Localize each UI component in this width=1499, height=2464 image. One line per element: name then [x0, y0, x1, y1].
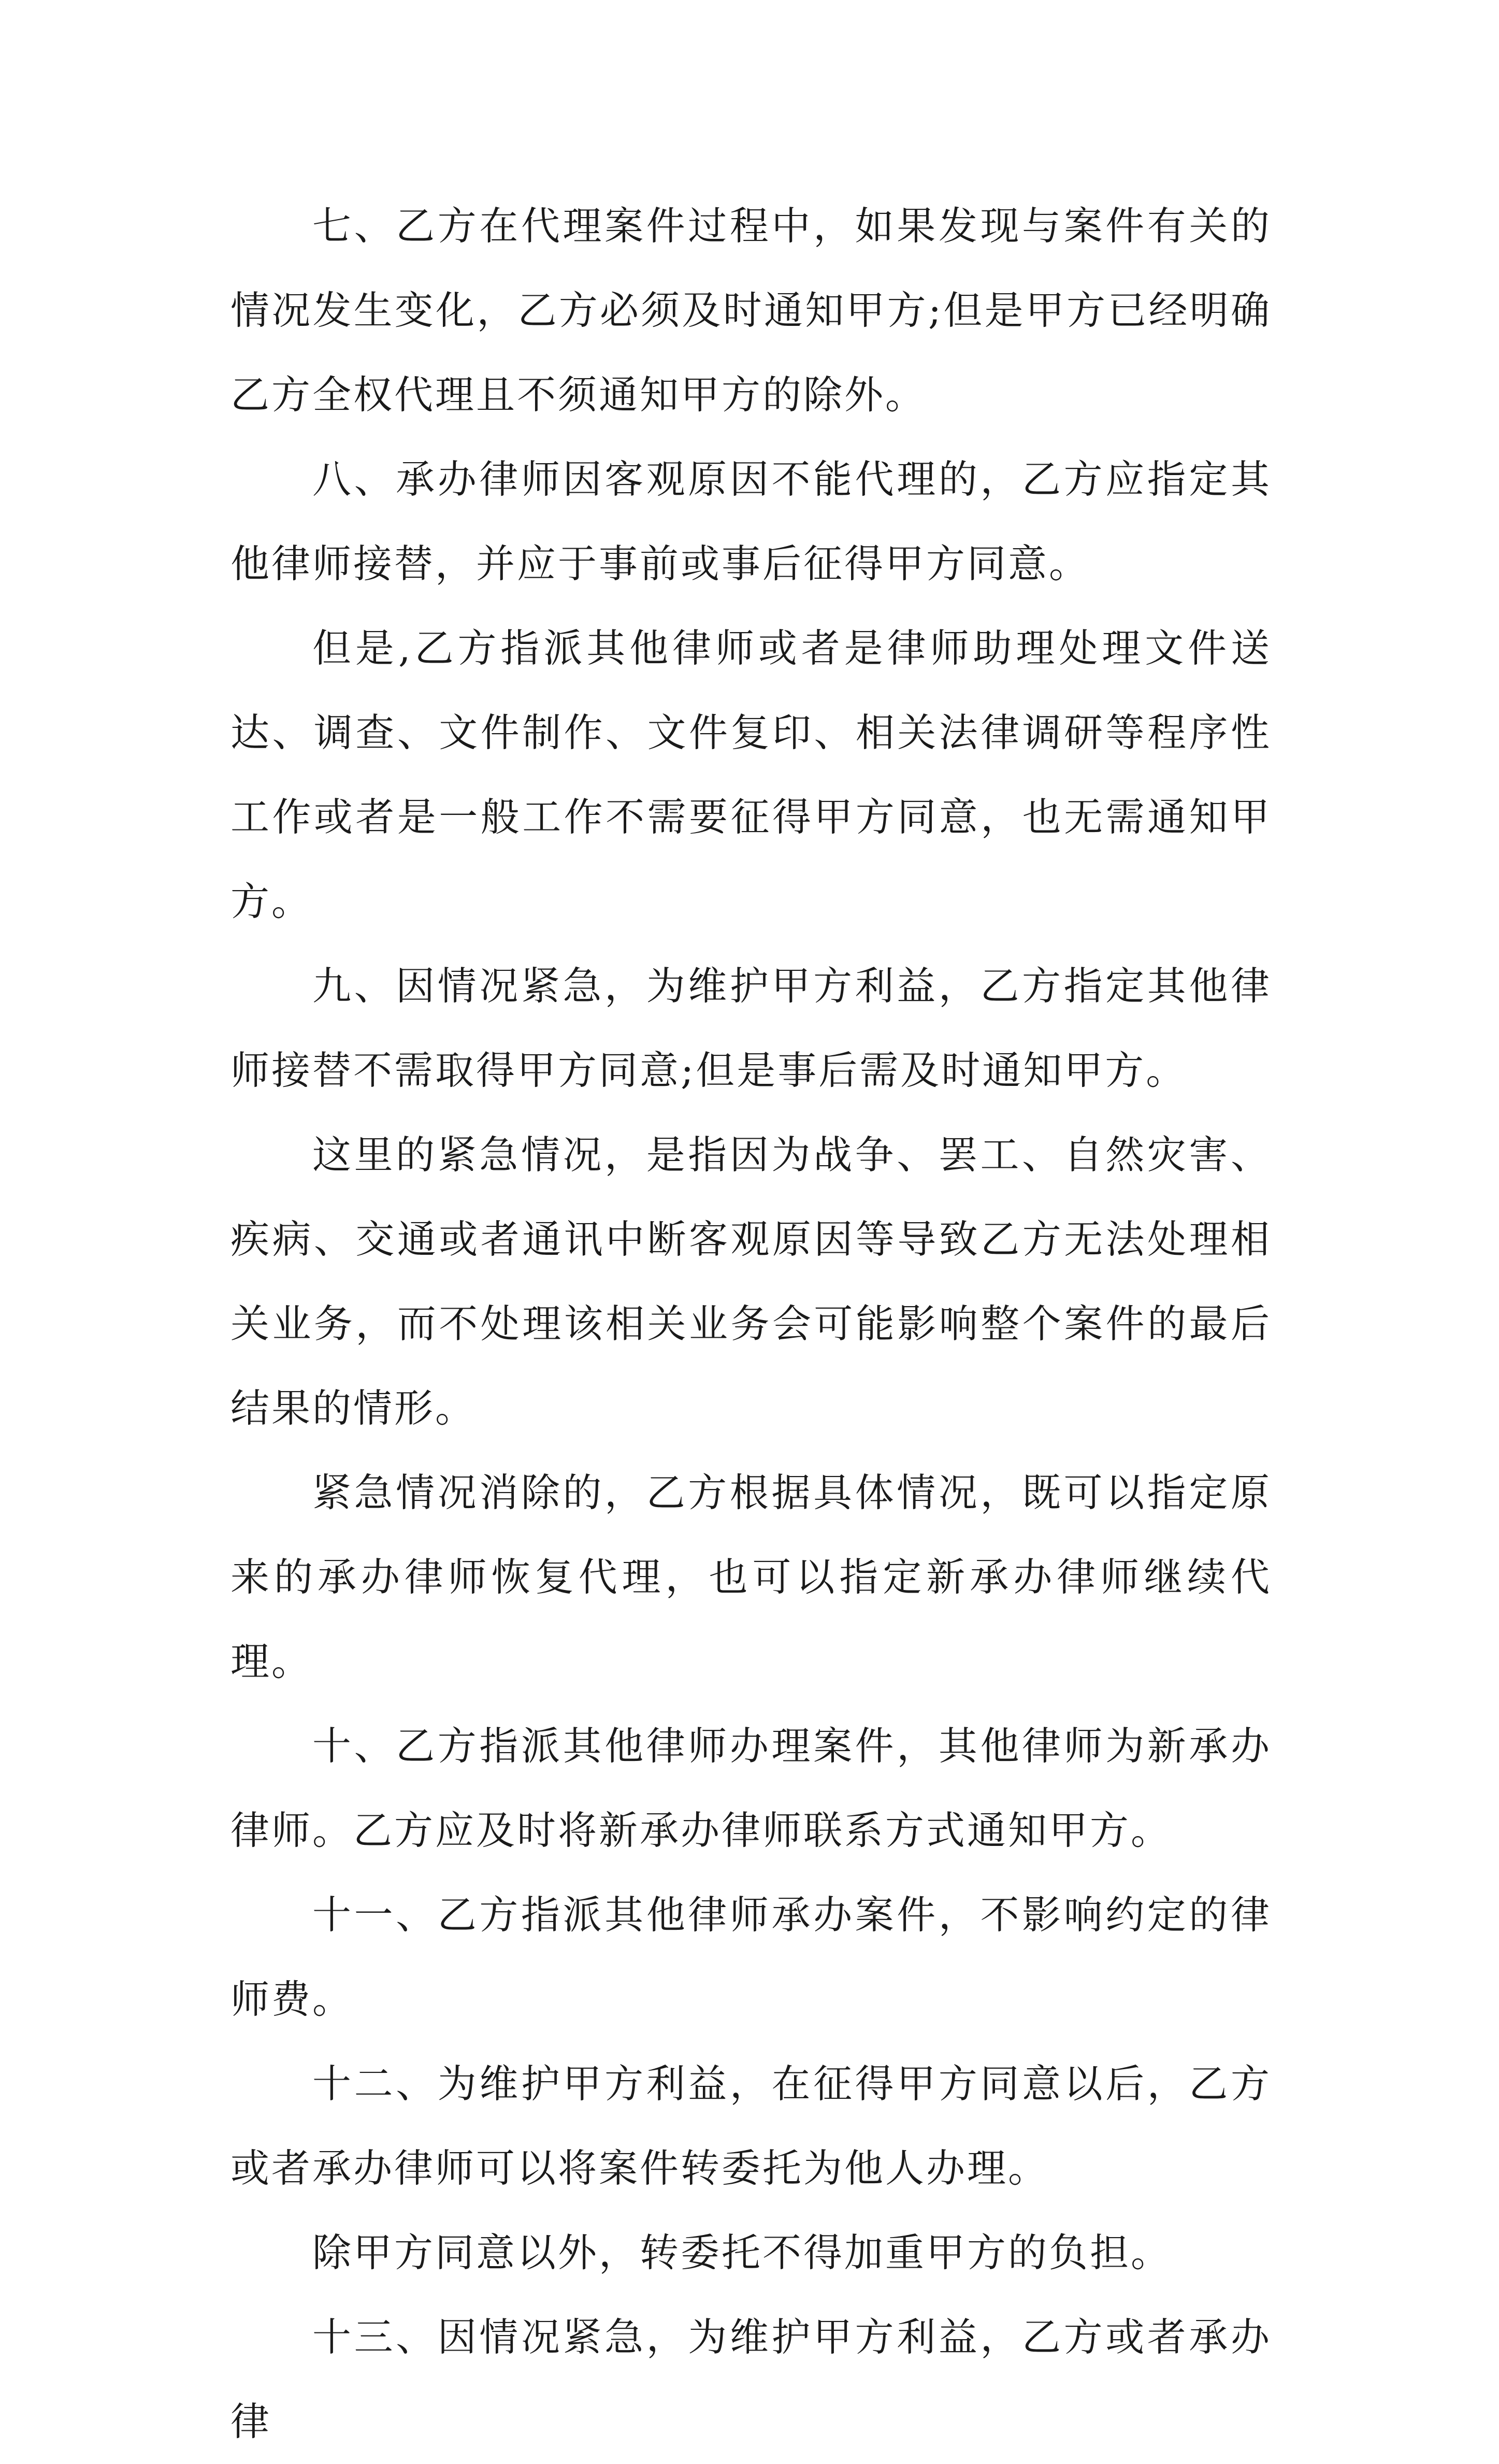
- paragraph-8: 八、承办律师因客观原因不能代理的，乙方应指定其他律师接替，并应于事前或事后征得甲方同意。: [230, 456, 1272, 586]
- paragraph-9: 九、因情况紧急，为维护甲方利益，乙方指定其他律师接替不需取得甲方同意;但是事后需及时通知甲方。: [230, 963, 1272, 1093]
- document-body: [230, 184, 1272, 2464]
- paragraph-12-burden: 除甲方同意以外，转委托不得加重甲方的负担。: [312, 2230, 1172, 2275]
- paragraph-8-exception: 但是,乙方指派其他律师或者是律师助理处理文件送达、调查、文件制作、文件复印、相关法律调研等程序性工作或者是一般工作不需要征得甲方同意，也无需通知甲方。: [230, 625, 1272, 924]
- paragraph-7: 七、乙方在代理案件过程中，如果发现与案件有关的情况发生变化，乙方必须及时通知甲方;但是甲方已经明确乙方全权代理且不须通知甲方的除外。: [230, 203, 1272, 418]
- paragraph-9-emergency-definition: 这里的紧急情况，是指因为战争、罢工、自然灾害、疾病、交通或者通讯中断客观原因等导致乙方无法处理相关业务，而不处理该相关业务会可能影响整个案件的最后结果的情形。: [230, 1132, 1272, 1431]
- paragraph-13: 十三、因情况紧急，为维护甲方利益，乙方或者承办律: [230, 2314, 1272, 2444]
- paragraph-9-emergency-ended: 紧急情况消除的，乙方根据具体情况，既可以指定原来的承办律师恢复代理，也可以指定新承办律师继续代理。: [230, 1470, 1272, 1684]
- paragraph-10: 十、乙方指派其他律师办理案件，其他律师为新承办律师。乙方应及时将新承办律师联系方式通知甲方。: [230, 1723, 1272, 1853]
- paragraph-11: 十一、乙方指派其他律师承办案件，不影响约定的律师费。: [230, 1892, 1272, 2022]
- paragraph-12: 十二、为维护甲方利益，在征得甲方同意以后，乙方或者承办律师可以将案件转委托为他人办理。: [230, 2061, 1272, 2191]
